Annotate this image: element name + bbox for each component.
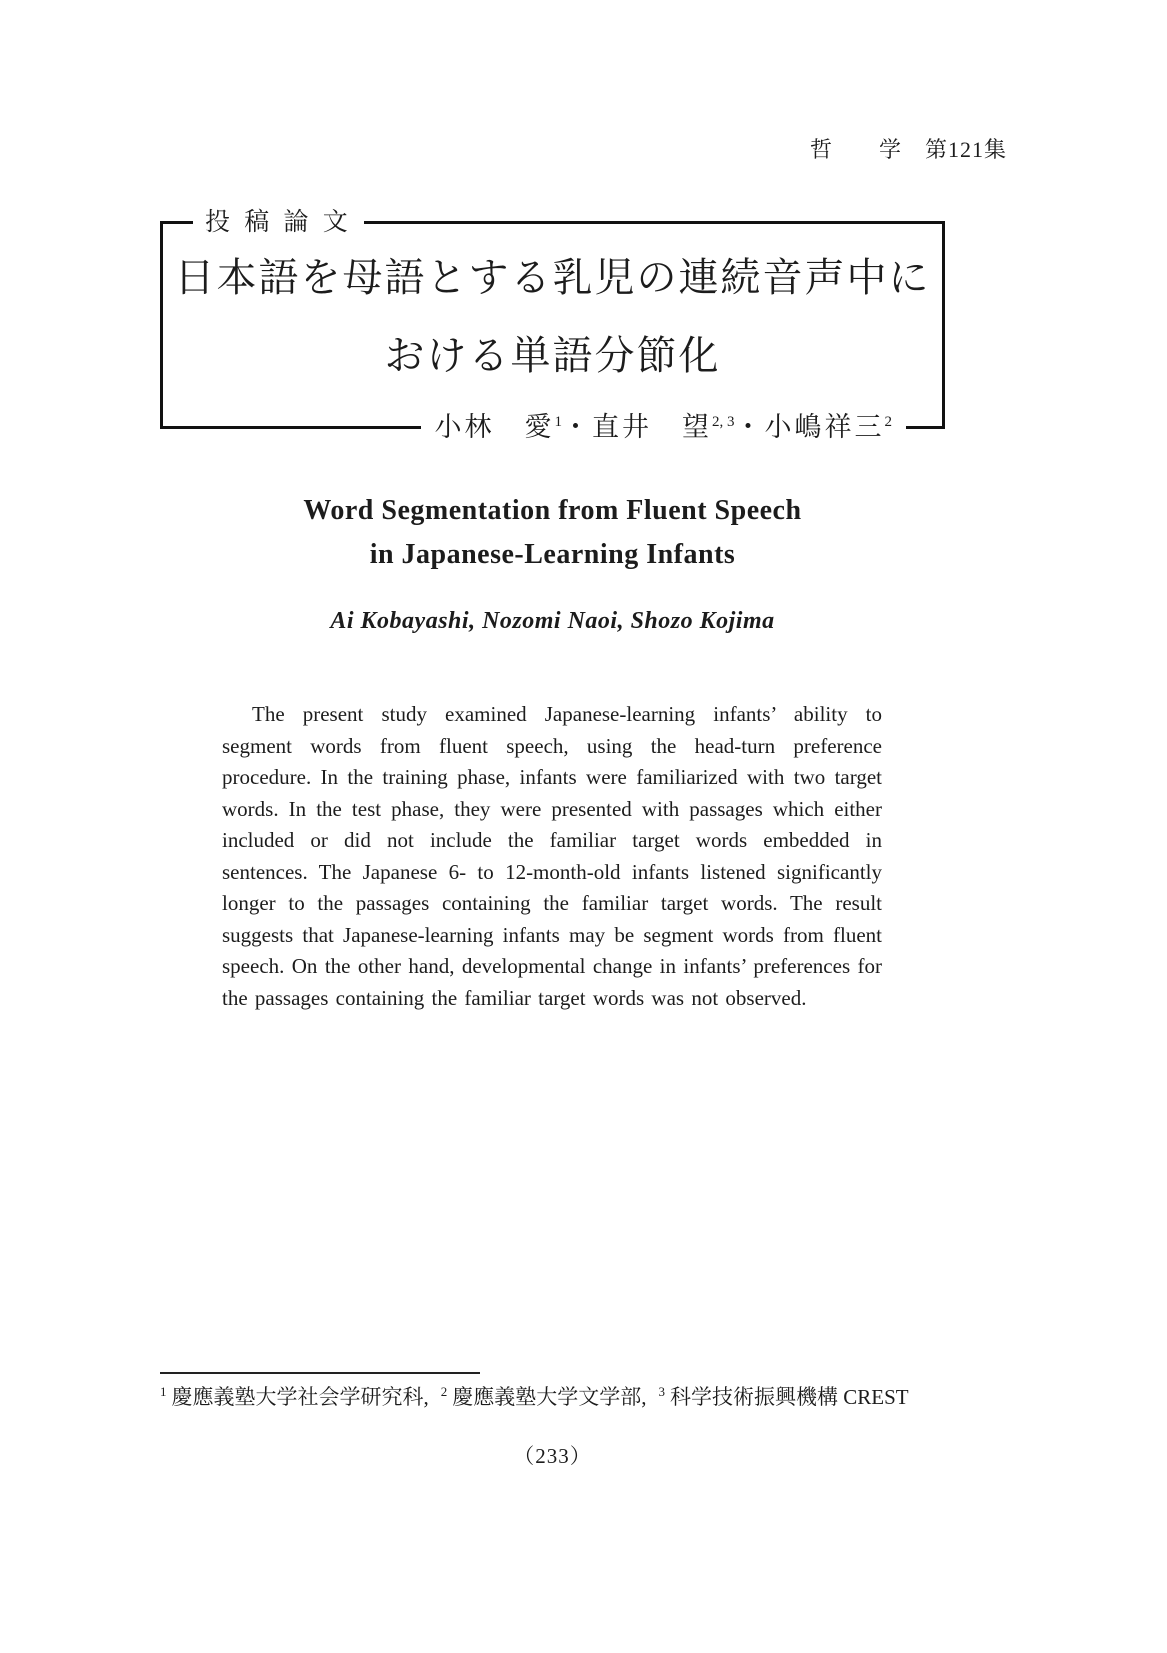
- english-title-line2: in Japanese-Learning Infants: [369, 539, 736, 570]
- author-jp-2: 直井 望: [592, 412, 712, 442]
- author-separator: ・: [562, 412, 592, 442]
- title-box: [160, 209, 945, 442]
- english-title: [160, 489, 945, 577]
- footnote-3-text: 科学技術振興機構 CREST: [670, 1385, 909, 1409]
- content-column: [160, 0, 945, 1653]
- author-separator: ・: [734, 412, 765, 442]
- japanese-title-line2: おける単語分節化: [384, 333, 721, 378]
- journal-header: 哲 学 第121集: [809, 137, 1007, 162]
- japanese-title-line1: 日本語を母語とする乳児の連続音声中に: [174, 255, 931, 300]
- page-number: （233）: [513, 1444, 592, 1468]
- footnote-2-text: 慶應義塾大学文学部,: [452, 1385, 647, 1409]
- author-jp-3: 小嶋祥三: [764, 412, 885, 442]
- author-jp-1: 小林 愛: [434, 412, 555, 442]
- abstract-text: The present study examined Japanese-learning infants’ ability to segment words from fluent speech, using the head-turn preference procedure. In the training phase, infants were familiarized with two target words. In the test phase, they were presented with passages which either included or did not include the familiar target words embedded in sentences. The Japanese 6- to 12-month-old infants listened significantly longer to the passages containing the familiar target words. The result suggests that Japanese-learning infants may be segment words from fluent speech. On the other hand, developmental change in infants’ preferences for the passages containing the familiar target words was not observed.: [222, 702, 882, 1010]
- submission-type-label: 投 稿 論 文: [193, 204, 364, 242]
- author-jp-3-affiliation-marker: 2: [884, 414, 892, 430]
- footnote-1-marker: 1: [160, 1384, 167, 1399]
- footnote: [160, 1382, 945, 1412]
- footnote-1-text: 慶應義塾大学社会学研究科,: [171, 1385, 429, 1409]
- footnote-divider: [160, 1372, 480, 1374]
- author-jp-1-affiliation-marker: 1: [554, 414, 562, 430]
- author-jp-2-affiliation-marker: 2, 3: [712, 414, 735, 430]
- footnote-3-marker: 3: [658, 1384, 665, 1399]
- english-title-line1: Word Segmentation from Fluent Speech: [303, 495, 802, 526]
- english-authors: Ai Kobayashi, Nozomi Naoi, Shozo Kojima: [330, 608, 775, 634]
- footnote-2-marker: 2: [440, 1384, 448, 1399]
- japanese-authors: [421, 407, 907, 447]
